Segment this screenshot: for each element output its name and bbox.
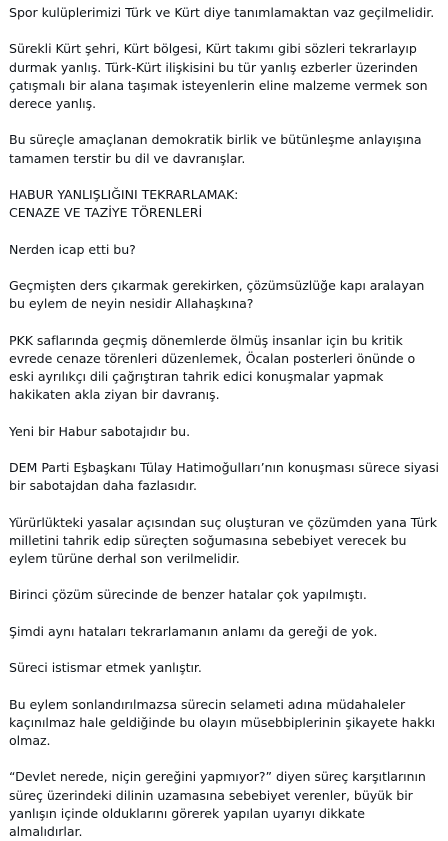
post-heading: HABUR YANLIŞLIĞINI TEKRARLAMAK: CENAZE VE TAZİYE TÖRENLERİ (9, 186, 239, 221)
post-paragraph-6: Geçmişten ders çıkarmak gerekirken, çözümsüzlüğe kapı aralayan bu eylem de neyin nesidir Allahaşkına? (9, 277, 425, 312)
post-paragraph-5: Nerden icap etti bu? (9, 241, 136, 257)
post-paragraph-8: Yeni bir Habur sabotajıdır bu. (9, 423, 191, 439)
post-paragraph-15: “Devlet nerede, niçin gereğini yapmıyor?” diyen süreç karşıtlarının süreç üzerindeki dilinin uzamasına sebebiyet verenler, büyük bir yanlışın içinde olduklarını görerek yapılan uyarıyı dikkate almalıdırlar. (9, 769, 426, 839)
post-body (9, 4, 441, 841)
post-paragraph-3: Bu süreçle amaçlanan demokratik birlik ve bütünleşme anlayışına tamamen terstir bu dil ve davranışlar. (9, 132, 422, 166)
post-paragraph-9: DEM Parti Eşbaşkanı Tülay Hatimoğulları’nın konuşması sürece siyasi bir sabotajdan daha fazlasıdır. (9, 459, 439, 494)
post-paragraph-10: Yürürlükteki yasalar açısından suç oluşturan ve çözümden yana Türk milletini tahrik edip süreçten soğumasına sebebiyet verecek bu eylem türüne derhal son verilmelidir. (9, 514, 437, 566)
post-paragraph-7: PKK saflarında geçmiş dönemlerde ölmüş insanlar için bu kritik evrede cenaze törenleri düzenlemek, Öcalan posterleri önünde o eski ayrılıkçı dili çağrıştıran tahrik edici konuşmalar yapmak hakikaten akla ziyan bir davranış. (9, 332, 416, 403)
post-paragraph-1: Spor kulüplerimizi Türk ve Kürt diye tanımlamaktan vaz geçilmelidir. (9, 5, 435, 20)
post-paragraph-11: Birinci çözüm sürecinde de benzer hatalar çok yapılmıştı. (9, 587, 367, 603)
post-paragraph-14: Bu eylem sonlandırılmazsa sürecin selameti adına müdahaleler kaçınılmaz hale geldiğinde bu olayın müsebbiplerinin şikayete hakkı olmaz. (9, 696, 436, 748)
post-paragraph-13: Süreci istismar etmek yanlıştır. (9, 660, 202, 676)
post-paragraph-2: Sürekli Kürt şehri, Kürt bölgesi, Kürt takımı gibi sözleri tekrarlayıp durmak yanlış. Türk-Kürt ilişkisini bu tür yanlış ezberler üzerinden çatışmalı bir alana taşımak isteyenlerin eline malzeme vermek son derece yanlış. (9, 41, 428, 111)
post-paragraph-12: Şimdi aynı hataları tekrarlamanın anlamı da gereği de yok. (9, 623, 378, 639)
